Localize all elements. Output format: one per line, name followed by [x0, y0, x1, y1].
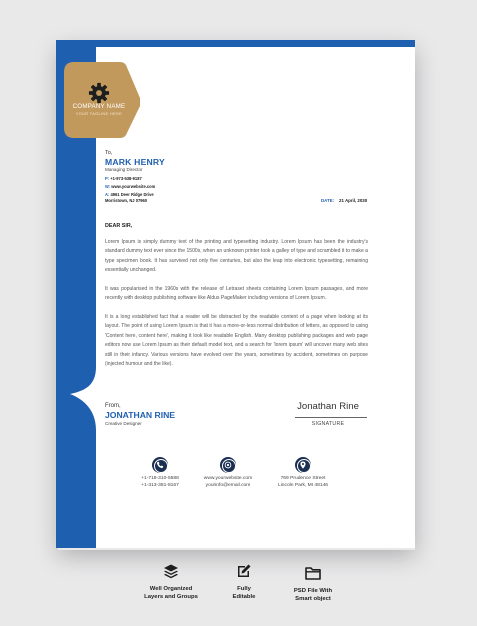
signature-name: Jonathan Rine [297, 401, 359, 412]
gear-icon [88, 82, 110, 104]
folder-icon [305, 565, 321, 581]
location-pin-icon [295, 457, 311, 473]
body-paragraph-3: It is a long established fact that a reader will be distracted by the readable content of a page when looking at its layout. The point of using Lorem Ipsum is that it has a more-or-less normal distribution of letters, as opposed to using 'Content here, content here', making it look like readable English. Many desktop publishing packages and web page editors now use Lorem Ipsum as their default model text, and a search for 'lorem ipsum' will uncover many web sites still in their infancy. Various versions have evolved over the years, sometimes by accident, sometimes on purpose (injected humour and the like). [105, 314, 368, 368]
recipient-web [105, 184, 155, 189]
feature-editable-line1: Fully [237, 586, 251, 592]
company-tagline: YOUR TAGLINE HERE [75, 112, 123, 116]
footer-phone-line2: +1-313-381-8167 [141, 483, 179, 488]
recipient-greeting: To, [105, 150, 113, 156]
feature-layers-line1: Well Organized [149, 586, 193, 592]
signature-label: SIGNATURE [311, 421, 345, 427]
address-line1: 4961 Deer Ridge Drive [110, 192, 154, 197]
web-value: www.yourwebsite.com [111, 184, 156, 189]
sender-name: JONATHAN RINE [105, 410, 176, 420]
feature-layers-line2: Layers and Groups [144, 594, 198, 600]
letterhead-page [56, 40, 415, 548]
recipient-title: Managing Director [105, 167, 143, 172]
salutation: DEAR SIR, [105, 223, 133, 229]
recipient-name: MARK HENRY [105, 157, 165, 167]
edit-icon [236, 563, 252, 579]
from-label: From, [105, 403, 121, 409]
email-icon [220, 457, 236, 473]
footer-email: yourinfo@email.com [205, 483, 251, 488]
recipient-address [105, 192, 154, 197]
recipient-phone [105, 176, 142, 181]
company-name: COMPANY NAME [72, 103, 126, 110]
feature-editable-line2: Editable [232, 594, 256, 600]
date-value: 21 April, 2030 [339, 198, 368, 203]
feature-psd-line2: Smart object [295, 596, 331, 602]
body-paragraph-2: It was popularised in the 1960s with the release of Letraset sheets containing Lorem Ipsum passages, and more recently with desktop publishing software like Aldus PageMaker including versions of Lorem Ipsum. [105, 286, 368, 302]
phone-value: +1-973-538-9187 [110, 176, 142, 181]
sender-title: Creative Designer [105, 421, 142, 426]
signature-line [295, 417, 367, 418]
address-label: A: [105, 192, 110, 197]
date-label: DATE: [321, 198, 335, 203]
feature-psd-line1: PSD File With [293, 588, 333, 594]
footer-website: www.yourwebsite.com [203, 476, 253, 481]
recipient-address-line2: Morristown, NJ 07960 [105, 198, 148, 203]
layers-icon [163, 563, 179, 579]
body-paragraph-1: Lorem Ipsum is simply dummy text of the printing and typesetting industry. Lorem Ipsum has been the industry's standard dummy text ever since the 1500s, when an unknown printer took a galley of type and scrambled it to make a type specimen book. It has survived not only five centuries, but also the leap into electronic typesetting, remaining essentially unchanged. [105, 239, 368, 274]
footer-phone-line1: +1-718-310-5588 [141, 476, 179, 481]
web-label: W: [105, 184, 111, 189]
footer-address-line1: 769 Prudence Street [280, 476, 326, 481]
phone-label: P: [105, 176, 110, 181]
footer-address-line2: Lincoln Park, MI 48146 [277, 483, 329, 488]
phone-icon [152, 457, 168, 473]
